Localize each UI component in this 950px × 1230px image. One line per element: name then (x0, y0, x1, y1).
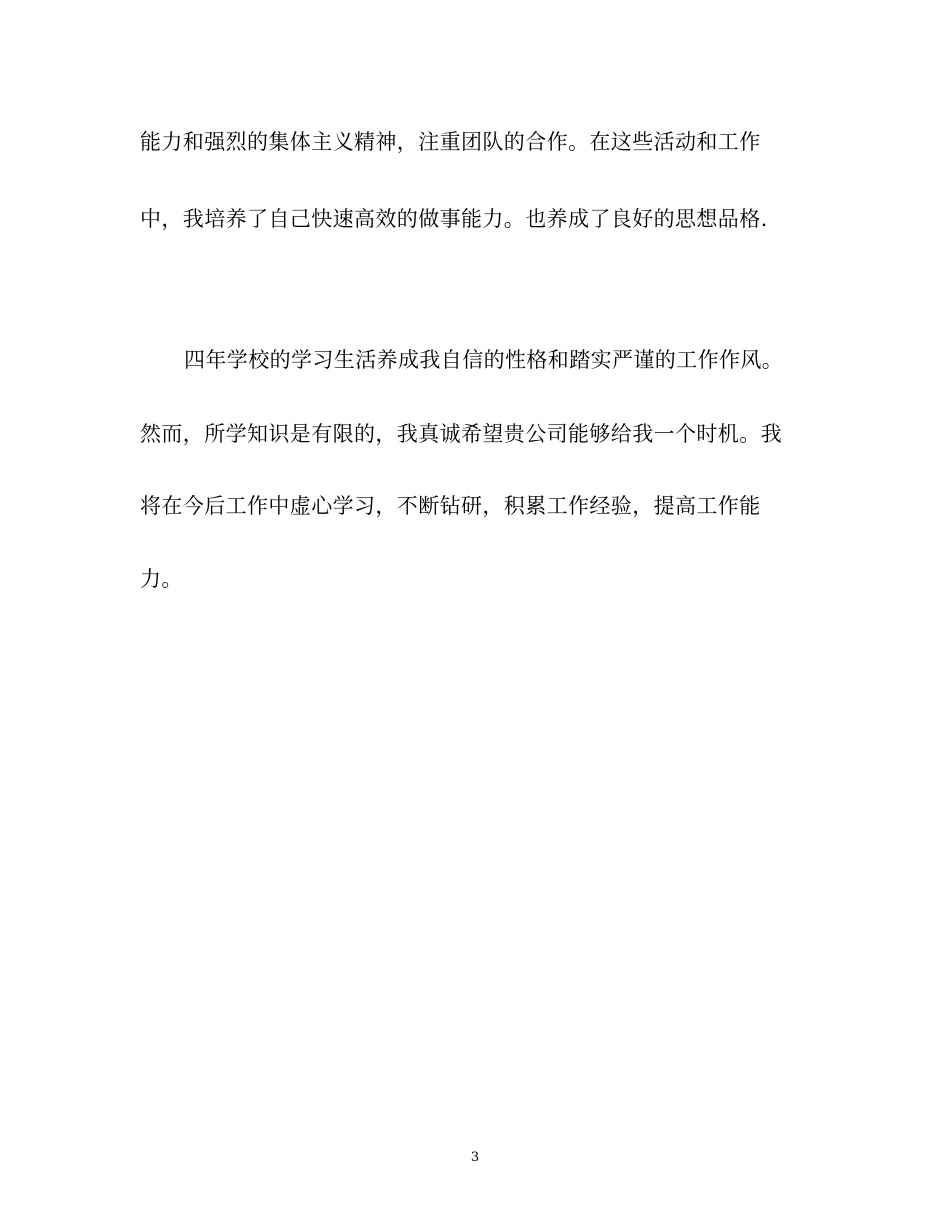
paragraph-1-line-1: 能力和强烈的集体主义精神，注重团队的合作。在这些活动和工作 (140, 130, 761, 154)
page-number: 3 (470, 1150, 480, 1165)
paragraph-2-line-4: 力。 (140, 567, 183, 591)
paragraph-2-line-2: 然而，所学知识是有限的，我真诚希望贵公司能够给我一个时机。我 (140, 422, 782, 446)
paragraph-2-line-3: 将在今后工作中虚心学习，不断钻研，积累工作经验，提高工作能 (140, 494, 761, 518)
paragraph-1-line-2: 中，我培养了自己快速高效的做事能力。也养成了良好的思想品格. (140, 207, 768, 231)
paragraph-2-line-1: 四年学校的学习生活养成我自信的性格和踏实严谨的工作作风。 (184, 348, 784, 372)
